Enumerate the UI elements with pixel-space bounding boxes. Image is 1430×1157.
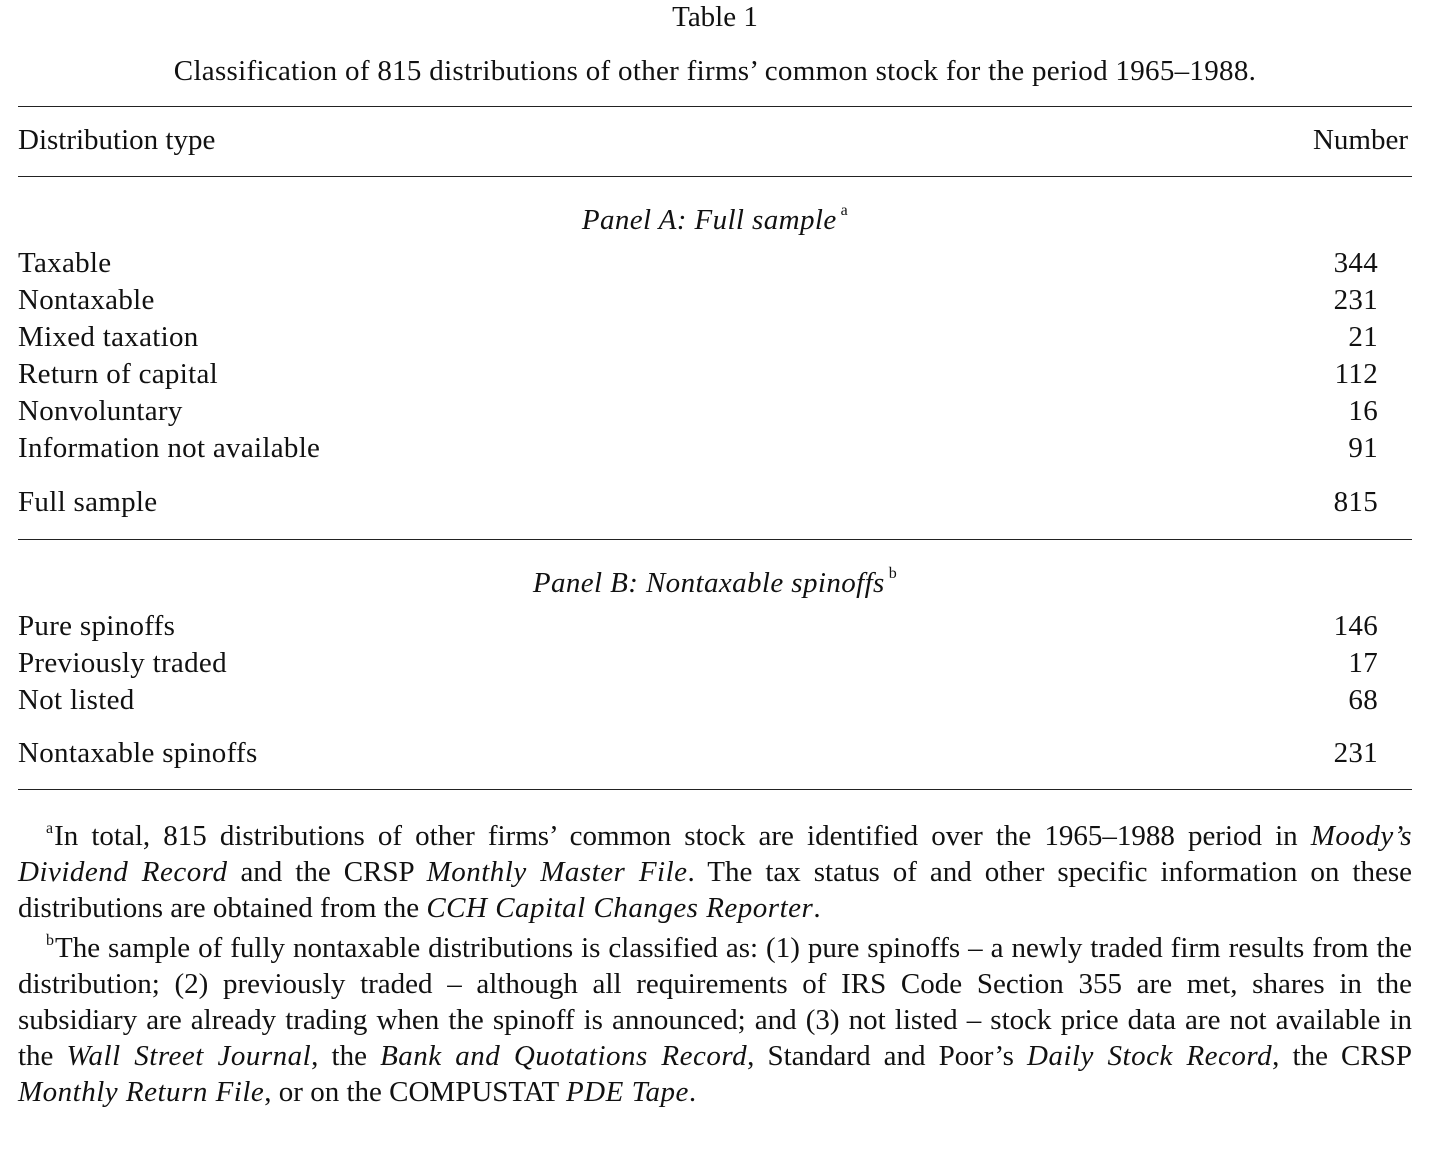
table-caption: Classification of 815 distributions of other firms’ common stock for the period 1965–1988. (173, 55, 1257, 87)
row-label: Pure spinoffs (18, 610, 176, 642)
footnote-italic: Monthly Master File (426, 856, 688, 888)
footnote-text: , or on the COMPUSTAT (264, 1076, 566, 1108)
footnote-a-marker: a (46, 820, 54, 837)
row-value: 91 (1348, 432, 1378, 464)
panel-divider-rule (18, 539, 1412, 540)
panel-a-title-text: Panel A: Full sample (581, 204, 837, 236)
footnote-text: In total, 815 distributions of other firms’ common stock are identified over the 1965–1988 period in (54, 820, 1311, 852)
table-row (18, 609, 1378, 646)
footnote-text: , Standard and Poor’s (747, 1040, 1027, 1072)
footnote-italic: Moody’s Dividend Record (18, 820, 1412, 888)
total-value: 231 (1333, 737, 1378, 769)
header-rule (18, 176, 1412, 177)
row-value: 231 (1333, 284, 1378, 316)
total-label: Full sample (18, 486, 158, 518)
table-row (18, 431, 1378, 468)
table-row (18, 646, 1378, 683)
total-value: 815 (1333, 486, 1378, 518)
row-value: 68 (1348, 684, 1378, 716)
row-value: 21 (1348, 321, 1378, 353)
panel-b-title-text: Panel B: Nontaxable spinoffs (532, 567, 885, 599)
footnote-text: and the CRSP (227, 856, 427, 888)
panel-a-rows (18, 246, 1378, 468)
header-number: Number (1312, 124, 1408, 156)
row-label: Mixed taxation (18, 321, 199, 353)
panel-b-marker: b (888, 565, 898, 582)
table-label: Table 1 (672, 1, 758, 33)
table-row (18, 320, 1378, 357)
row-label: Return of capital (18, 358, 218, 390)
panel-a-total-row (18, 485, 1378, 522)
row-label: Nonvoluntary (18, 395, 183, 427)
total-label: Nontaxable spinoffs (18, 737, 258, 769)
footnote-italic: Daily Stock Record (1027, 1040, 1273, 1072)
row-label: Previously traded (18, 647, 227, 679)
row-value: 112 (1334, 358, 1378, 390)
row-label: Nontaxable (18, 284, 155, 316)
footnote-text: . The tax status of and other specific information on these distributions are obtained from the (18, 856, 1412, 924)
header-distribution-type: Distribution type (18, 124, 216, 156)
panel-b-rows (18, 609, 1378, 720)
table-row (18, 246, 1378, 283)
table-row (18, 683, 1378, 720)
footnote-text: , the CRSP (1272, 1040, 1412, 1072)
footnote-a (18, 811, 1412, 926)
table-row (18, 357, 1378, 394)
table-row (18, 283, 1378, 320)
footnote-text: , the (311, 1040, 381, 1072)
footnote-b-marker: b (46, 932, 54, 949)
footnote-italic: Wall Street Journal (66, 1040, 312, 1072)
row-label: Taxable (18, 247, 112, 279)
row-value: 146 (1333, 610, 1378, 642)
footnote-text: The sample of fully nontaxable distributions is classified as: (1) pure spinoffs – a newly traded firm results from the distribution; (2) previously traded – although all requirements of IRS Code Section 355 are met, shares in the subsidiary are already trading when the spinoff is announced; and (3) not listed – stock price data are not available in the (18, 932, 1412, 1072)
footnote-text: . (813, 892, 821, 924)
bottom-rule (18, 789, 1412, 790)
row-value: 344 (1333, 247, 1378, 279)
footnote-italic: CCH Capital Changes Reporter (426, 892, 814, 924)
footnote-italic: Monthly Return File (18, 1076, 265, 1108)
row-value: 16 (1348, 395, 1378, 427)
panel-a-title (0, 194, 1430, 237)
footnote-italic: PDE Tape (565, 1076, 689, 1108)
panel-b-total-row (18, 736, 1378, 773)
row-label: Information not available (18, 432, 321, 464)
panel-b-title (0, 557, 1430, 600)
footnote-italic: Bank and Quotations Record (380, 1040, 748, 1072)
row-label: Not listed (18, 684, 135, 716)
footnote-b (18, 923, 1412, 1110)
footnote-text: . (688, 1076, 697, 1108)
panel-a-marker: a (840, 202, 849, 219)
row-value: 17 (1348, 647, 1378, 679)
table-row (18, 394, 1378, 431)
top-rule (18, 106, 1412, 107)
